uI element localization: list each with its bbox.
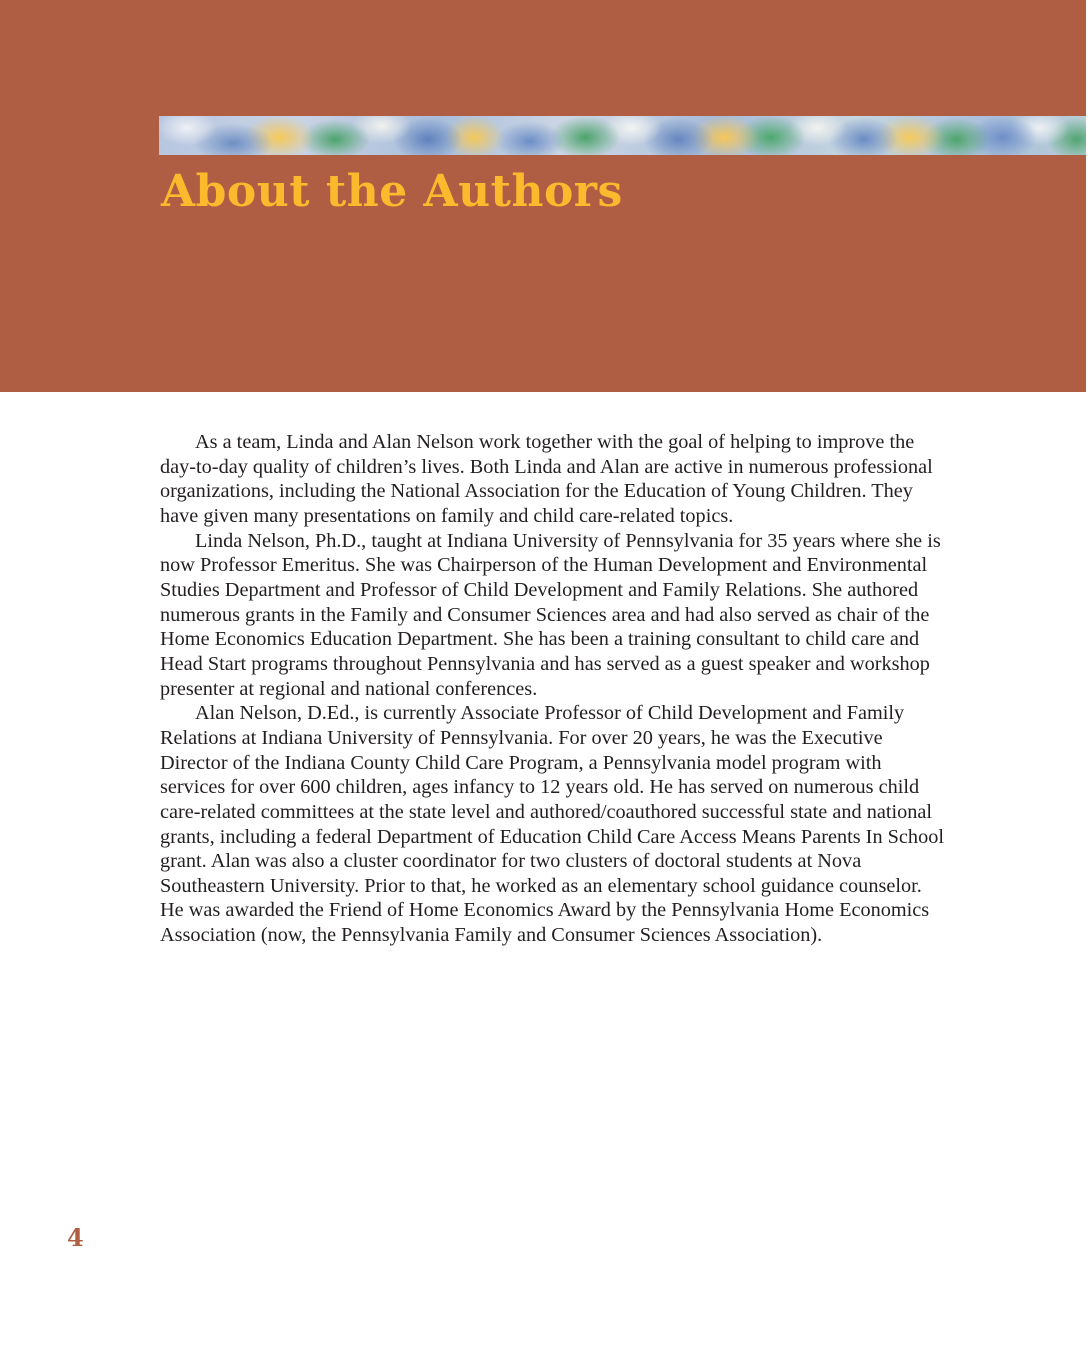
paragraph-intro: As a team, Linda and Alan Nelson work together with the goal of helping to improve the day-to-day quality of children’s lives. Both Linda and Alan are active in numerous professional organizations, including the National Association for the Education of Young Children. They have given many presentations on family and child care-related topics. bbox=[160, 431, 933, 527]
page-number: 4 bbox=[67, 1223, 84, 1252]
header-band bbox=[0, 0, 1086, 392]
authors-bio-text bbox=[160, 430, 950, 948]
paragraph-linda-nelson: Linda Nelson, Ph.D., taught at Indiana University of Pennsylvania for 35 years where she is now Professor Emeritus. She was Chairperson of the Human Development and Environmental Studies Department and Professor of Child Development and Family Relations. She authored numerous grants in the Family and Consumer Sciences area and had also served as chair of the Home Economics Education Department. She has been a training consultant to child care and Head Start programs throughout Pennsylvania and has served as a guest speaker and workshop presenter at regional and national conferences. bbox=[160, 529, 941, 700]
page-title: About the Authors bbox=[161, 166, 623, 217]
decorative-mosaic-banner bbox=[159, 116, 1086, 155]
paragraph-alan-nelson: Alan Nelson, D.Ed., is currently Associate Professor of Child Development and Family Relations at Indiana University of Pennsylvania. For over 20 years, he was the Executive Director of the Indiana County Child Care Program, a Pennsylvania model program with services for over 600 children, ages infancy to 12 years old. He has served on numerous child care-related committees at the state level and authored/coauthored successful state and national grants, including a federal Department of Education Child Care Access Means Parents In School grant. Alan was also a cluster coordinator for two clusters of doctoral students at Nova Southeastern University. Prior to that, he worked as an elementary school guidance counselor. He was awarded the Friend of Home Economics Award by the Pennsylvania Home Economics Association (now, the Pennsylvania Family and Consumer Sciences Association). bbox=[160, 702, 944, 947]
